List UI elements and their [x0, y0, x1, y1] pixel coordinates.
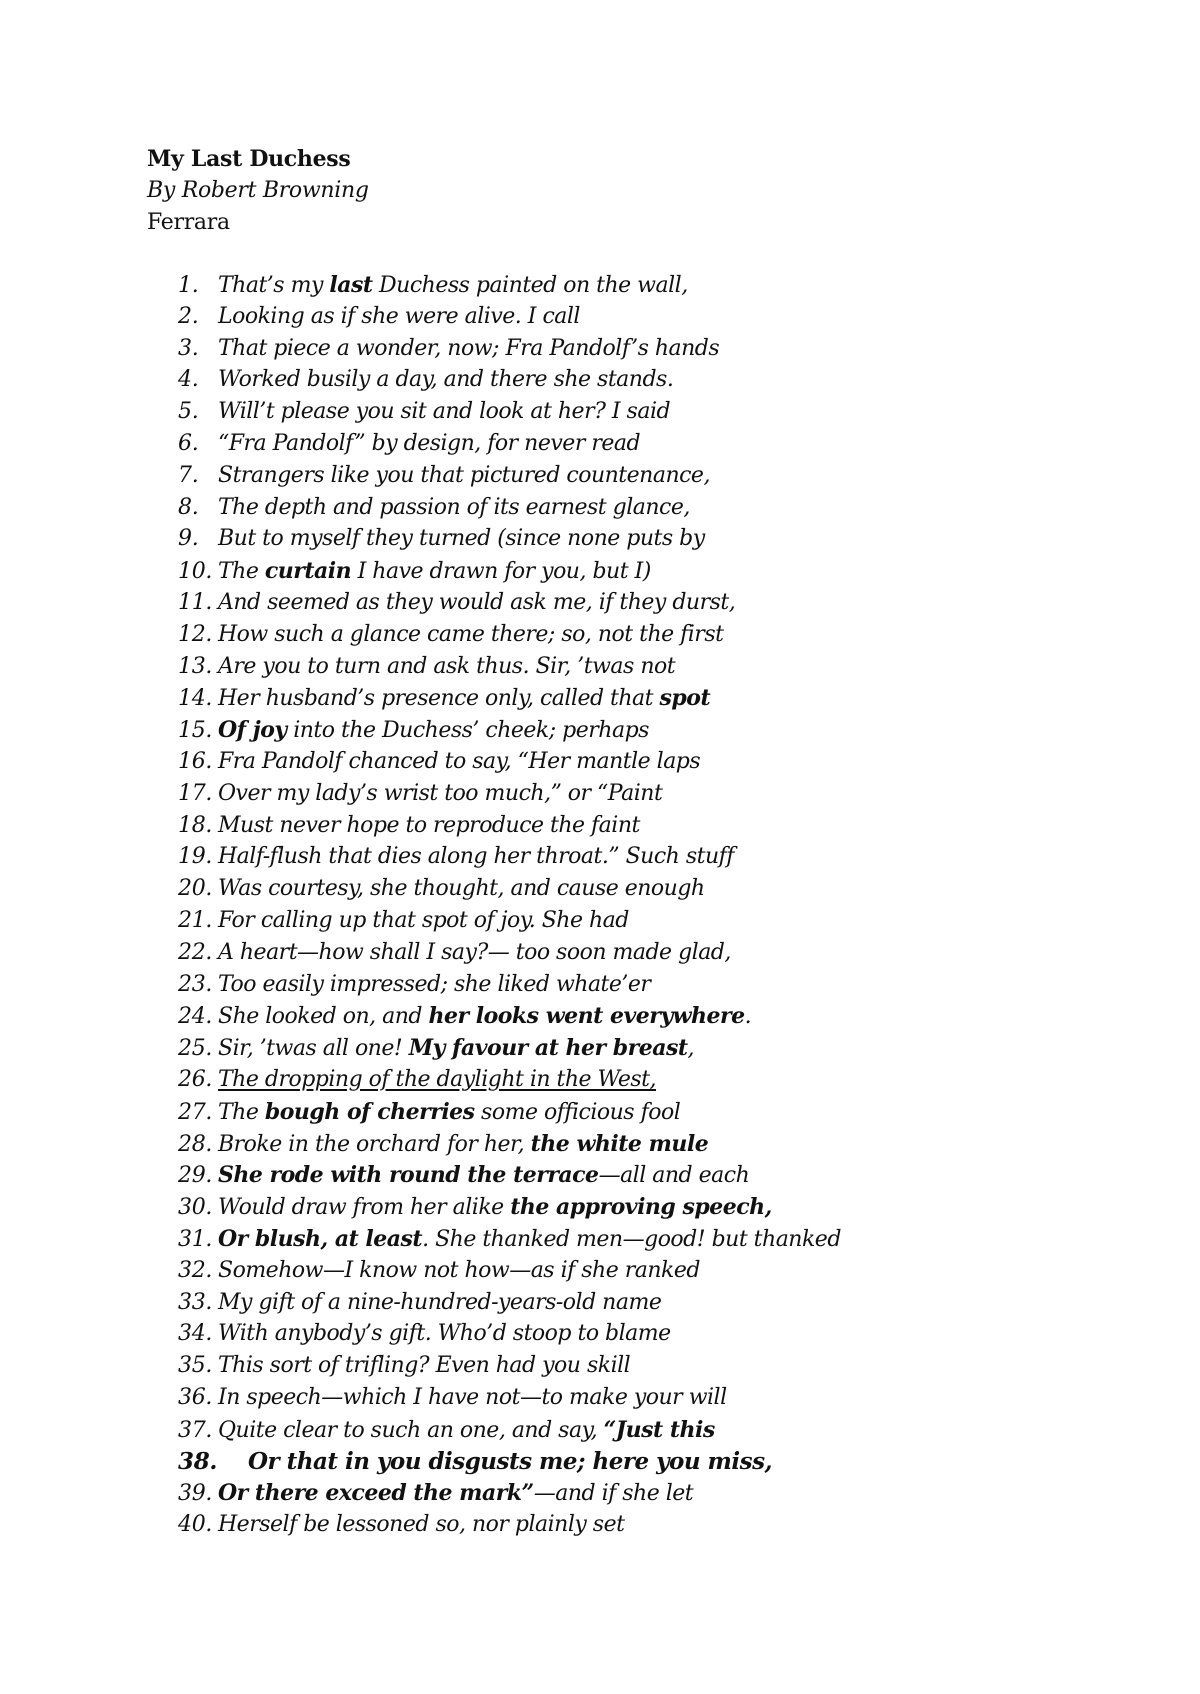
line-text — [218, 1290, 661, 1315]
line-number: 19. — [178, 844, 213, 870]
emphasized-text: bough of cherries — [264, 1098, 475, 1125]
line-segment: Sir, ’twas all one! — [218, 1036, 409, 1062]
line-text — [218, 1321, 671, 1346]
line-segment: Half-flush that dies along her throat.” Such stuff — [218, 844, 734, 870]
line-text — [218, 1067, 656, 1092]
poem-line — [178, 1480, 841, 1512]
emphasized-text: spot — [659, 685, 711, 712]
line-segment: Over my lady’s wrist too much,” or “Paint — [218, 780, 663, 806]
line-text — [218, 876, 705, 901]
emphasized-text: My favour at her breast — [408, 1035, 688, 1062]
line-number: 15. — [178, 718, 213, 744]
line-number: 5. — [178, 399, 199, 425]
line-number: 13. — [178, 653, 213, 679]
poem-author: By Robert Browning — [147, 178, 369, 203]
emphasized-text: Of joy — [218, 717, 287, 744]
emphasized-text: the approving speech, — [510, 1194, 772, 1221]
line-text — [218, 1417, 715, 1443]
poem-header — [147, 143, 369, 239]
line-segment: Fra Pandolf chanced to say, “Her mantle laps — [218, 748, 701, 774]
line-segment: My gift of a nine-hundred-years-old name — [218, 1289, 662, 1315]
poem-line — [178, 781, 841, 813]
poem-line — [178, 1162, 841, 1194]
emphasized-text: curtain — [264, 558, 352, 585]
line-number: 8. — [178, 494, 199, 520]
line-number: 16. — [178, 748, 213, 774]
poem-line — [178, 558, 841, 590]
line-segment: With anybody’s gift. Who’d stoop to blame — [218, 1321, 671, 1347]
line-segment: Quite clear to such an one, and say, — [218, 1417, 604, 1443]
line-text — [218, 685, 710, 711]
line-text — [218, 1258, 700, 1283]
line-segment: The depth and passion of its earnest glance, — [218, 494, 690, 520]
line-text — [218, 1512, 624, 1537]
line-segment: Worked busily a day, and there she stands. — [218, 367, 674, 393]
poem-line — [178, 940, 841, 972]
emphasized-text: “Just this — [603, 1416, 715, 1443]
line-segment: Too easily impressed; she liked whate’er — [218, 971, 651, 997]
line-number: 11. — [178, 589, 213, 615]
line-segment: Strangers like you that pictured countenance, — [218, 462, 710, 488]
underlined-text: The dropping of the daylight in the West, — [218, 1066, 657, 1092]
line-text — [218, 526, 705, 551]
line-number: 28. — [178, 1131, 213, 1157]
line-text — [218, 1003, 751, 1029]
line-number: 34. — [178, 1321, 213, 1347]
line-segment: She looked on, and — [218, 1004, 429, 1030]
line-text — [218, 781, 662, 806]
poem-line — [178, 526, 841, 558]
poem-line — [178, 1290, 841, 1322]
emphasized-text: Or blush, at least — [218, 1225, 423, 1252]
poem-line — [178, 590, 841, 622]
line-text — [218, 495, 690, 520]
line-number: 24. — [178, 1004, 213, 1030]
poem-line — [178, 431, 841, 463]
poem-line — [178, 1353, 841, 1385]
line-text — [218, 336, 719, 361]
line-segment: Broke in the orchard for her, — [218, 1131, 531, 1157]
poem-line — [178, 622, 841, 654]
line-number: 26. — [178, 1066, 213, 1092]
poem-line — [178, 813, 841, 845]
line-text — [218, 654, 675, 679]
line-text — [218, 1385, 727, 1410]
emphasized-text: Or there exceed the mark” — [218, 1480, 534, 1507]
line-text — [218, 813, 640, 838]
poem-line — [178, 717, 841, 749]
line-text — [218, 463, 710, 488]
line-text — [218, 1131, 708, 1157]
line-text — [218, 1035, 694, 1061]
poem-line — [178, 654, 841, 686]
poem-line — [178, 749, 841, 781]
line-number: 12. — [178, 621, 213, 647]
line-number: 35. — [178, 1353, 213, 1379]
line-segment: That’s my — [218, 273, 330, 298]
line-number: 14. — [178, 686, 213, 712]
line-number: 22. — [178, 939, 213, 965]
poem-line — [178, 876, 841, 908]
line-text — [218, 304, 580, 329]
emphasized-text: She rode with round the terrace — [218, 1162, 599, 1189]
poem-line — [178, 685, 841, 717]
line-segment: For calling up that spot of joy. She had — [218, 907, 629, 933]
poem-line — [178, 908, 841, 940]
line-segment: Was courtesy, she thought, and cause enough — [218, 876, 705, 902]
poem-line — [178, 844, 841, 876]
poem-line — [178, 367, 841, 399]
poem-line — [178, 336, 841, 368]
line-number: 30. — [178, 1195, 213, 1221]
line-number: 20. — [178, 876, 213, 902]
poem-line — [178, 1003, 841, 1035]
line-segment: Must never hope to reproduce the faint — [218, 812, 640, 838]
poem-line — [178, 1194, 841, 1226]
poem-line — [178, 1417, 841, 1449]
line-segment: I have drawn for you, but I) — [351, 559, 651, 585]
line-text — [218, 940, 731, 965]
line-segment: The — [218, 559, 265, 585]
line-segment: —all and each — [598, 1163, 750, 1189]
line-text — [218, 590, 735, 615]
line-text — [218, 717, 649, 743]
line-segment: A heart—how shall I say?— too soon made glad, — [218, 939, 731, 965]
poem-line — [178, 1131, 841, 1163]
line-text — [218, 1162, 749, 1188]
line-number: 3. — [178, 335, 199, 361]
line-segment: —and if she let — [533, 1481, 694, 1507]
poem-line — [178, 1099, 841, 1131]
poem-line — [178, 1035, 841, 1067]
poem-title: My Last Duchess — [147, 146, 351, 172]
line-segment: Looking as if she were alive. I call — [218, 303, 580, 329]
line-text — [218, 972, 650, 997]
line-number: 38. — [178, 1448, 218, 1476]
line-number: 2. — [178, 303, 199, 329]
line-number: 4. — [178, 367, 199, 393]
line-number: 39. — [178, 1481, 213, 1507]
line-number: 29. — [178, 1163, 213, 1189]
line-segment: In speech—which I have not—to make your will — [218, 1384, 727, 1410]
poem-line — [178, 304, 841, 336]
line-number: 21. — [178, 907, 213, 933]
poem-line — [178, 1321, 841, 1353]
line-number: 17. — [178, 780, 213, 806]
line-text — [218, 1099, 680, 1125]
line-segment: . — [744, 1004, 752, 1030]
line-segment: And seemed as they would ask me, if they durst, — [218, 589, 736, 615]
line-text — [218, 399, 670, 424]
line-segment: “Fra Pandolf” by design, for never read — [218, 430, 641, 456]
line-number: 33. — [178, 1289, 213, 1315]
line-number: 7. — [178, 462, 199, 488]
line-text — [218, 431, 640, 456]
line-number: 32. — [178, 1257, 213, 1283]
line-segment: How such a glance came there; so, not the first — [218, 621, 724, 647]
line-number: 31. — [178, 1226, 213, 1252]
line-segment: The — [218, 1099, 265, 1125]
emphasized-text: her looks went everywhere — [428, 1003, 745, 1030]
emphasized-text: last — [329, 272, 373, 298]
line-segment: That piece a wonder, now; Fra Pandolf’s hands — [218, 335, 720, 361]
line-text — [218, 1353, 630, 1378]
poem-line — [178, 1226, 841, 1258]
line-segment: , — [687, 1036, 695, 1062]
emphasized-text: the white mule — [530, 1130, 709, 1157]
poem-line — [178, 1512, 841, 1544]
line-text — [248, 1448, 772, 1475]
line-number: 6. — [178, 430, 199, 456]
poem-line — [178, 399, 841, 431]
line-number: 10. — [178, 559, 213, 585]
emphasized-text: Or that in you disgusts me; here you miss, — [248, 1448, 773, 1476]
line-text — [218, 367, 673, 392]
line-segment: Will’t please you sit and look at her? I said — [218, 399, 671, 425]
line-segment: Would draw from her alike — [218, 1195, 511, 1221]
line-text — [218, 272, 688, 298]
line-segment: Somehow—I know not how—as if she ranked — [218, 1257, 700, 1283]
line-segment: This sort of trifling? Even had you skill — [218, 1353, 631, 1379]
line-number: 37. — [178, 1417, 213, 1443]
line-text — [218, 1480, 693, 1506]
line-segment: Duchess painted on the wall, — [372, 273, 688, 298]
line-segment: Herself be lessoned so, nor plainly set — [218, 1512, 625, 1538]
poem-line — [178, 463, 841, 495]
poem-line — [178, 272, 841, 304]
line-number: 40. — [178, 1512, 213, 1538]
poem-line — [178, 972, 841, 1004]
line-text — [218, 1226, 841, 1252]
line-text — [218, 1194, 772, 1220]
line-segment: . She thanked men—good! but thanked — [422, 1226, 841, 1252]
line-segment: But to myself they turned (since none puts by — [218, 526, 705, 552]
line-number: 27. — [178, 1099, 213, 1125]
line-number: 25. — [178, 1036, 213, 1062]
poem-line — [178, 1385, 841, 1417]
line-text — [218, 908, 629, 933]
line-segment: Are you to turn and ask thus. Sir, ’twas not — [218, 653, 676, 679]
poem-line — [178, 1448, 841, 1480]
line-text — [218, 558, 651, 584]
line-number: 1. — [178, 273, 199, 298]
poem-line — [178, 1258, 841, 1290]
poem-line — [178, 1067, 841, 1099]
line-segment: Her husband’s presence only, called that — [218, 686, 660, 712]
line-number: 9. — [178, 526, 199, 552]
line-text — [218, 749, 700, 774]
line-number: 18. — [178, 812, 213, 838]
line-segment: some officious fool — [474, 1099, 681, 1125]
line-text — [218, 622, 723, 647]
poem-lines — [178, 272, 841, 1544]
poem-place: Ferrara — [147, 210, 230, 235]
line-number: 23. — [178, 971, 213, 997]
line-number: 36. — [178, 1384, 213, 1410]
line-segment: into the Duchess’ cheek; perhaps — [286, 718, 649, 744]
poem-line — [178, 495, 841, 527]
line-text — [218, 844, 734, 869]
